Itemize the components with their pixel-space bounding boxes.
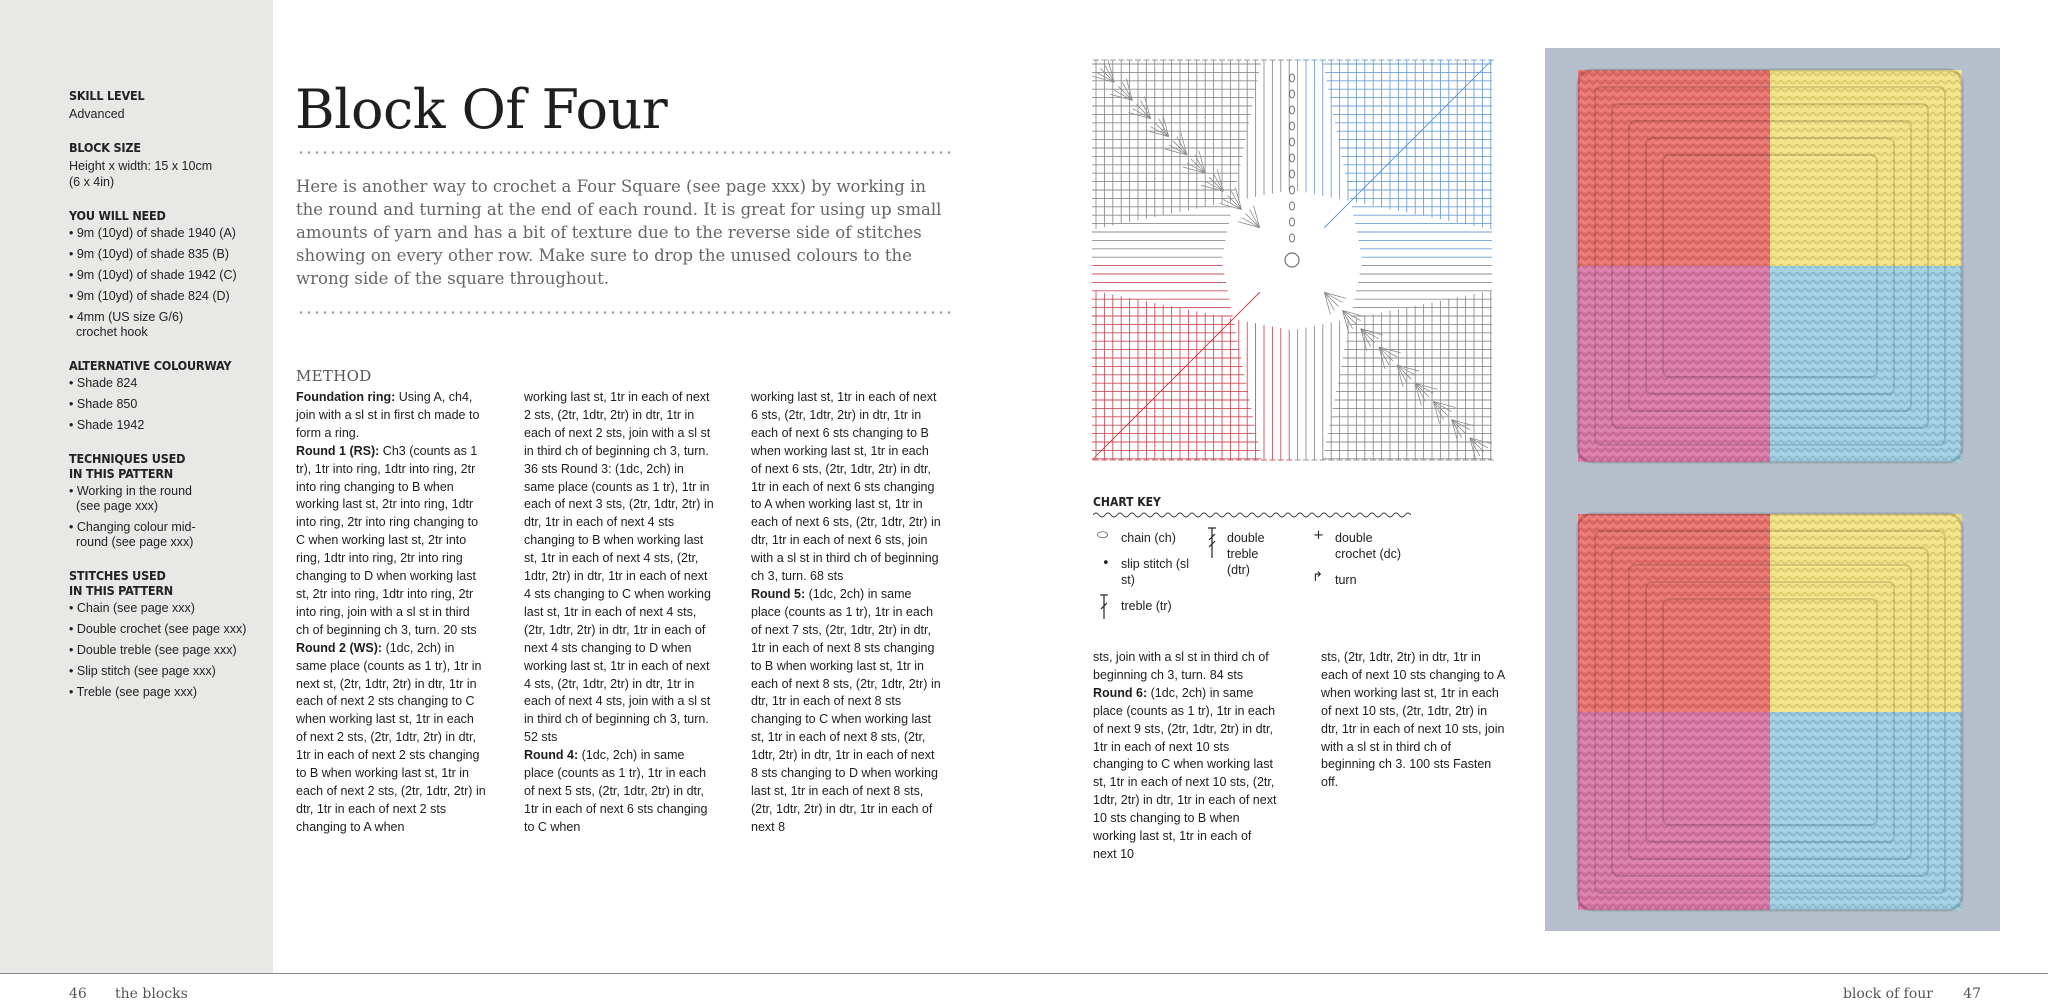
- dotted-divider-top: [297, 151, 954, 154]
- block-size-dimensions: [69, 158, 273, 190]
- dotted-divider-bottom: [297, 311, 954, 314]
- double-treble-icon: [1206, 526, 1218, 560]
- method-column-2: [524, 389, 714, 837]
- you-will-need-section: [69, 208, 273, 340]
- stitches-list: [69, 601, 273, 700]
- stitches-heading-line1: STITCHES USED: [69, 568, 166, 583]
- you-will-need-heading: YOU WILL NEED: [69, 208, 166, 223]
- chart-key-heading: CHART KEY: [1093, 495, 1161, 509]
- left-page-number: 46: [69, 986, 87, 1002]
- round-2-label: Round 2 (WS):: [296, 640, 383, 655]
- stitches-section: [69, 568, 273, 700]
- round-2-3-text: working last st, 1tr in each of next 2 sts, (2tr, 1dtr, 2tr) in dtr, 1tr in each of next 2 sts, join with a sl st in third ch of beginning ch 3, turn. 36 sts Round 3: (1dc, 2ch) in same place (counts as 1 tr), 1tr in each of next 3 sts, (2tr, 1dtr, 2tr) in dtr, 1tr in each of next 4 sts changing to B when working last st, 1tr in each of next 4 sts, (2tr, 1dtr, 2tr) in dtr, 1tr in each of next 4 sts changing to C when working last st, 1tr in each of next 4 sts, (2tr, 1dtr, 2tr) in dtr, 1tr in each of next 4 sts changing to D when working last st, 1tr in each of next 4 sts, (2tr, 1dtr, 2tr) in dtr, 1tr in each of next 4 sts, join with a sl st in third ch of beginning ch 3, turn. 52 sts: [524, 390, 714, 745]
- list-item: • Shade 1942: [69, 418, 273, 433]
- list-item: • 9m (10yd) of shade 835 (B): [69, 247, 273, 262]
- techniques-heading-line1: TECHNIQUES USED: [69, 451, 186, 466]
- left-running-head: the blocks: [115, 986, 188, 1002]
- method-column-3: [751, 389, 941, 837]
- page-title: Block Of Four: [295, 78, 668, 141]
- photo-illustration: [1545, 48, 2000, 931]
- turn-icon: ↱: [1312, 570, 1323, 585]
- round-5-cont-text: sts, join with a sl st in third ch of beginning ch 3, turn. 84 sts: [1093, 650, 1269, 682]
- techniques-heading: [69, 451, 273, 481]
- list-item: • 9m (10yd) of shade 1940 (A): [69, 226, 273, 241]
- intro-paragraph: Here is another way to crochet a Four Square (see page xxx) by working in the round and turning at the end of each round. It is great for using up small amounts of yarn and has a bit of texture due to the reverse side of stitches showing on every other row. Make sure to drop the unused colours to the wrong side of the square throughout.: [296, 177, 942, 288]
- key-chain: chain (ch): [1121, 531, 1176, 545]
- round-5-label: Round 5:: [751, 586, 806, 601]
- stitches-heading-line2: IN THIS PATTERN: [69, 583, 173, 598]
- list-item: • Shade 824: [69, 376, 273, 391]
- double-crochet-icon: +: [1313, 528, 1324, 543]
- round-5-text: (1dc, 2ch) in same place (counts as 1 tr), 1tr in each of next 7 sts, (2tr, 1dtr, 2tr) in dtr, 1tr in each of next 8 sts changing to B when working last st, 1tr in each of next 8 sts, (2tr, 1dtr, 2tr) in dtr, 1tr in each of next 8 sts changing to C when working last st, 1tr in each of next 8 sts, (2tr, 1dtr, 2tr) in dtr, 1tr in each of next 8 sts changing to D when working last st, 1tr in each of next 8 sts, (2tr, 1dtr, 2tr) in dtr, 1tr in each of next 8: [751, 586, 941, 834]
- you-will-need-list: [69, 226, 273, 340]
- method-column-5: [1321, 649, 1506, 792]
- method-column-4: [1093, 649, 1278, 864]
- list-item: • Double crochet (see page xxx): [69, 622, 273, 637]
- alternative-colourway-section: [69, 358, 273, 433]
- crochet-squares-photo: [1545, 48, 2000, 931]
- techniques-list: [69, 484, 209, 550]
- right-page-number: 47: [1963, 986, 1981, 1002]
- foundation-ring-text: Using A, ch4, join with a sl st in first ch made to form a ring.: [296, 390, 480, 440]
- block-size-line1: Height x width: 15 x 10cm: [69, 159, 213, 173]
- key-double-treble: double treble (dtr): [1227, 531, 1265, 577]
- key-double-crochet: double crochet (dc): [1335, 531, 1401, 561]
- foundation-ring-label: Foundation ring:: [296, 390, 396, 404]
- key-treble: treble (tr): [1121, 599, 1172, 613]
- method-column-1: [296, 389, 486, 837]
- crochet-chart: [1090, 58, 1494, 462]
- round-6-label: Round 6:: [1093, 685, 1148, 700]
- list-item: • Working in the round (see page xxx): [69, 484, 209, 514]
- key-slip-stitch: slip stitch (sl st): [1121, 557, 1190, 587]
- round-2-text: (1dc, 2ch) in same place (counts as 1 tr), 1tr in next st, (2tr, 1dtr, 2tr) in dtr, 1tr in each of next 2 sts changing to C when working last st, 1tr in each of next 2 sts, (2tr, 1dtr, 2tr) in dtr, 1tr in each of next 2 sts changing to B when working last st, 1tr in each of next 2 sts, (2tr, 1dtr, 2tr) in dtr, 1tr in each of next 2 sts changing to A when: [296, 640, 486, 834]
- block-size-line2: (6 x 4in): [69, 175, 115, 189]
- round-6-cont-text: sts, (2tr, 1dtr, 2tr) in dtr, 1tr in each of next 10 sts changing to A when working last st, 1tr in each of next 10 sts, (2tr, 1dtr, 2tr) in dtr, 1tr in each of next 10 sts, join with a sl st in third ch of beginning ch 3. 100 sts Fasten off.: [1321, 650, 1505, 790]
- treble-icon: [1098, 593, 1110, 621]
- footer-rule: [0, 973, 2048, 974]
- slip-stitch-icon: •: [1102, 556, 1110, 571]
- crochet-square-bottom: [1578, 514, 1962, 910]
- list-item: • Treble (see page xxx): [69, 685, 273, 700]
- chain-icon: ⬭: [1097, 528, 1109, 543]
- list-item: • Double treble (see page xxx): [69, 643, 273, 658]
- list-item: • 4mm (US size G/6) crochet hook: [69, 310, 199, 340]
- block-size-section: [69, 140, 273, 190]
- skill-level-heading: SKILL LEVEL: [69, 88, 145, 103]
- list-item: • 9m (10yd) of shade 1942 (C): [69, 268, 273, 283]
- list-item: • 9m (10yd) of shade 824 (D): [69, 289, 273, 304]
- round-4-text: (1dc, 2ch) in same place (counts as 1 tr), 1tr in each of next 5 sts, (2tr, 1dtr, 2tr) in dtr, 1tr in each of next 6 sts changing to C when: [524, 748, 708, 834]
- key-turn: turn: [1335, 573, 1357, 587]
- round-4-cont-text: working last st, 1tr in each of next 6 sts, (2tr, 1dtr, 2tr) in dtr, 1tr in each of next 6 sts changing to B when working last st, 1tr in each of next 6 sts, (2tr, 1dtr, 2tr) in dtr, 1tr in each of next 6 sts changing to A when working last st, 1tr in each of next 6 sts, (2tr, 1dtr, 2tr) in dtr, 1tr in each of next 6 sts, join with a sl st in third ch of beginning ch 3, turn. 68 sts: [751, 390, 941, 584]
- round-1-label: Round 1 (RS):: [296, 443, 380, 458]
- list-item: • Shade 850: [69, 397, 273, 412]
- round-4-label: Round 4:: [524, 748, 579, 763]
- method-heading: METHOD: [296, 367, 372, 385]
- list-item: • Slip stitch (see page xxx): [69, 664, 273, 679]
- round-6-text: (1dc, 2ch) in same place (counts as 1 tr), 1tr in each of next 9 sts, (2tr, 1dtr, 2tr) in dtr, 1tr in each of next 10 sts changing to C when working last st, 1tr in each of next 10 sts, (2tr, 1dtr, 2tr) in dtr, 1tr in each of next 10 sts changing to B when working last st, 1tr in each of next 10: [1093, 685, 1277, 861]
- list-item: • Changing colour mid-round (see page xxx): [69, 520, 209, 550]
- chart-key-wavy-rule: [1093, 511, 1411, 519]
- techniques-heading-line2: IN THIS PATTERN: [69, 466, 173, 481]
- crochet-square-top: [1578, 70, 1962, 462]
- techniques-section: [69, 451, 273, 550]
- block-size-heading: BLOCK SIZE: [69, 140, 141, 155]
- sidebar: [0, 0, 273, 973]
- round-1-text: Ch3 (counts as 1 tr), 1tr into ring, 1dtr into ring, 2tr into ring changing to B when working last st, 2tr into ring, 1dtr into ring, 2tr into ring changing to C when working last st, 2tr into ring, 1dtr into ring, 2tr into ring changing to D when working last st, 2tr into ring, 1dtr into ring, 2tr into ring, join with a sl st in third ch of beginning ch 3, turn. 20 sts: [296, 443, 479, 637]
- alternative-colourway-list: [69, 376, 273, 433]
- stitches-heading: [69, 568, 273, 598]
- skill-level-section: [69, 88, 273, 122]
- right-running-head: block of four: [1842, 986, 1933, 1002]
- skill-level-value: Advanced: [69, 107, 125, 121]
- alternative-colourway-heading: ALTERNATIVE COLOURWAY: [69, 358, 232, 373]
- list-item: • Chain (see page xxx): [69, 601, 273, 616]
